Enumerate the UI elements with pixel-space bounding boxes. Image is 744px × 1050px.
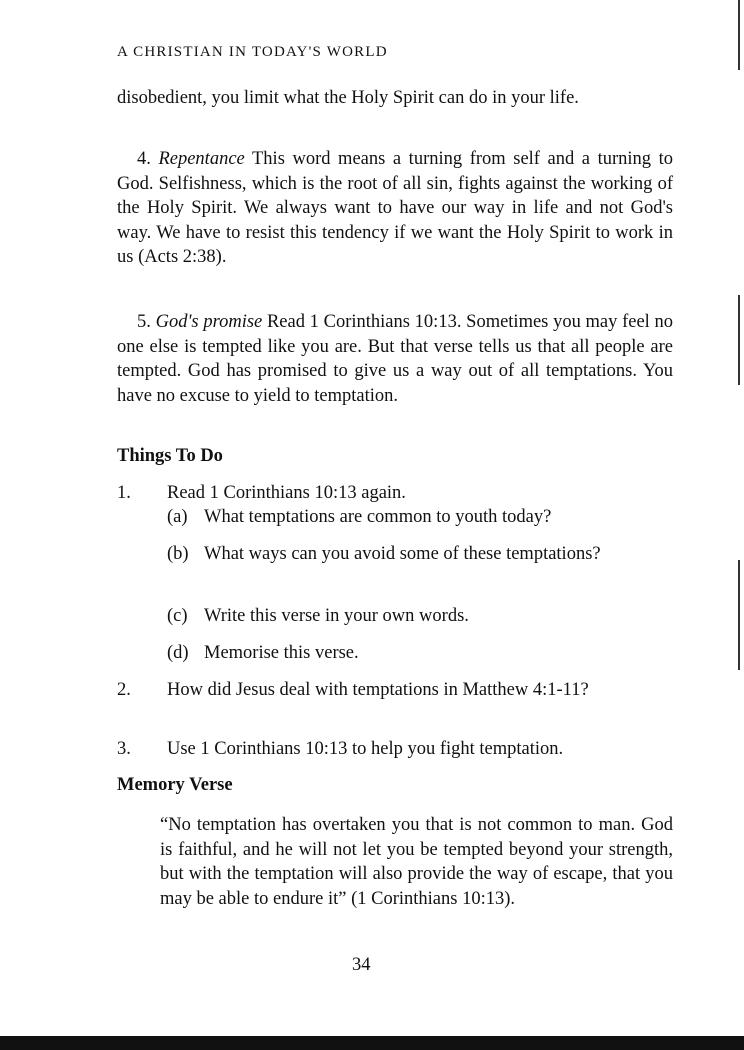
sub-item-text: Write this verse in your own words.: [204, 606, 469, 626]
point-4-number: 4.: [137, 149, 151, 169]
scan-edge-mark: [738, 560, 740, 670]
list-item-number: 1.: [117, 483, 131, 503]
sub-item-label: (b): [167, 544, 189, 564]
sub-item-text: What ways can you avoid some of these temptations?: [204, 544, 601, 564]
paragraph-text: disobedient, you limit what the Holy Spirit can do in your life.: [117, 88, 579, 108]
point-5-title: God's promise: [155, 312, 263, 332]
list-item-number: 2.: [117, 680, 131, 700]
scan-edge-mark: [738, 295, 740, 385]
point-4-title: Repentance: [158, 149, 245, 169]
page-number: 34: [352, 955, 371, 975]
list-item-text: How did Jesus deal with temptations in Matthew 4:1-11?: [167, 680, 589, 700]
point-4-paragraph: [117, 147, 673, 270]
memory-verse-heading: Memory Verse: [117, 775, 233, 795]
memory-verse-text: “No temptation has overtaken you that is not common to man. God is faithful, and he will not let you be tempted beyond your strength, but with the temptation will also provide the way of escape, that you may be able to endure it” (1 Corinthians 10:13).: [160, 815, 673, 909]
sub-item-text: Memorise this verse.: [204, 643, 359, 663]
paragraph-continuation: [117, 86, 673, 111]
list-item-text: Use 1 Corinthians 10:13 to help you fight temptation.: [167, 739, 564, 759]
sub-item-label: (d): [167, 643, 189, 663]
scan-edge-mark: [738, 0, 740, 70]
sub-item-label: (a): [167, 507, 188, 527]
point-5-text: Read 1 Corinthians 10:13. Sometimes you may feel no one else is tempted like you are. But that verse tells us that all people are tempted. God has promised to give us a way out of all temptations. You have no excuse to yield to temptation.: [117, 312, 674, 406]
point-5-paragraph: [117, 310, 673, 408]
things-to-do-heading: Things To Do: [117, 446, 223, 466]
point-5-number: 5.: [137, 312, 151, 332]
list-item-text: Read 1 Corinthians 10:13 again.: [167, 483, 406, 503]
sub-item-label: (c): [167, 606, 188, 626]
list-item-number: 3.: [117, 739, 131, 759]
sub-item-text: What temptations are common to youth today?: [204, 507, 552, 527]
scan-bottom-border: [0, 1036, 744, 1050]
running-head: A CHRISTIAN IN TODAY'S WORLD: [117, 44, 388, 60]
point-4-text: This word means a turning from self and a turning to God. Selfishness, which is the root of all sin, fights against the working of the Holy Spirit. We always want to have our way in life and not God's way. We have to resist this tendency if we want the Holy Spirit to work in us (Acts 2:38).: [117, 149, 674, 267]
